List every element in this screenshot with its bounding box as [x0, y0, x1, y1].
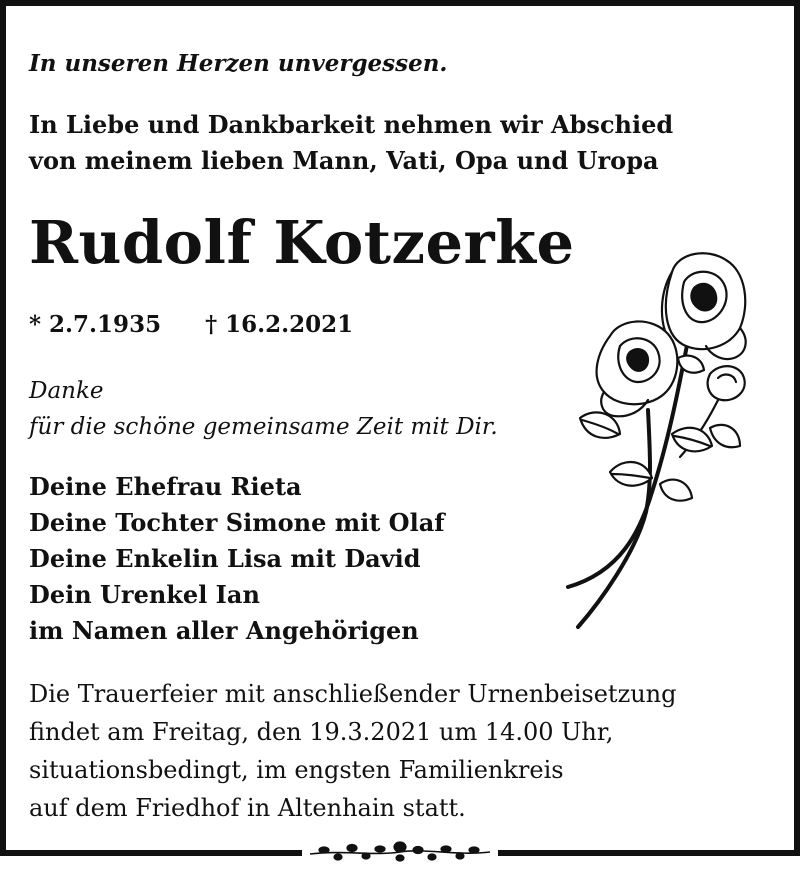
mourner-line: Deine Enkelin Lisa mit David	[29, 544, 421, 573]
border-right	[794, 0, 800, 852]
intro-line: von meinem lieben Mann, Vati, Opa und Uropa	[29, 146, 659, 175]
intro-line: In Liebe und Dankbarkeit nehmen wir Abschied	[29, 110, 674, 139]
funeral-notice	[29, 675, 676, 827]
border-bottom-right	[498, 850, 800, 856]
mourner-line: im Namen aller Angehörigen	[29, 616, 419, 645]
thanks-text	[29, 373, 498, 445]
life-dates	[29, 311, 353, 338]
funeral-line: findet am Freitag, den 19.3.2021 um 14.00 Uhr,	[29, 718, 614, 746]
funeral-line: Die Trauerfeier mit anschließender Urnenbeisetzung	[29, 680, 677, 708]
funeral-line: situationsbedingt, im engsten Familienkreis	[29, 756, 564, 784]
mourners-list	[29, 469, 445, 649]
border-bottom-left	[0, 850, 302, 856]
mourner-line: Deine Ehefrau Rieta	[29, 472, 302, 501]
death-date: † 16.2.2021	[205, 311, 354, 338]
mourner-line: Dein Urenkel Ian	[29, 580, 260, 609]
thanks-line: Danke	[29, 378, 104, 404]
border-left	[0, 0, 6, 852]
mourner-line: Deine Tochter Simone mit Olaf	[29, 508, 445, 537]
motto: In unseren Herzen unvergessen.	[29, 50, 448, 77]
funeral-line: auf dem Friedhof in Altenhain statt.	[29, 794, 466, 822]
rose-illustration-icon	[560, 242, 760, 634]
thanks-line: für die schöne gemeinsame Zeit mit Dir.	[29, 414, 498, 440]
deceased-name: Rudolf Kotzerke	[29, 208, 575, 277]
floral-divider-icon	[304, 838, 496, 866]
intro-text	[29, 107, 673, 179]
border-top	[0, 0, 800, 6]
birth-date: * 2.7.1935	[29, 311, 162, 338]
